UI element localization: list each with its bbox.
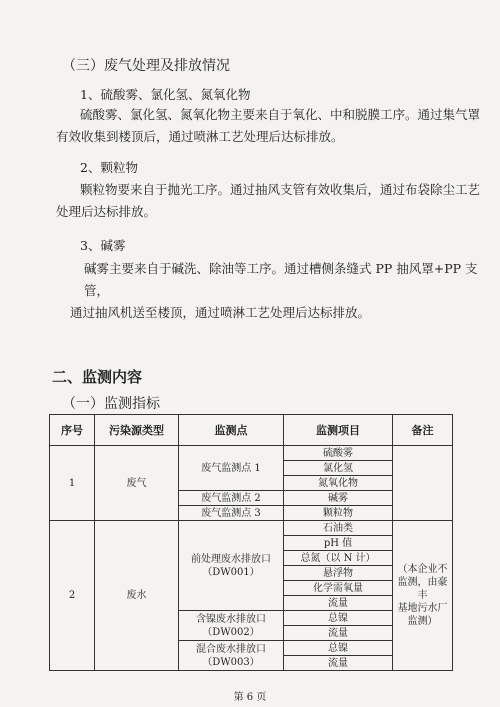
- paragraph-line: 颗粒物要来自于抛光工序。通过抽风支管有效收集后，通过布袋除尘工艺: [80, 182, 481, 197]
- item-heading-1: 1、硫酸雾、氯化氢、氮氧化物: [80, 87, 251, 102]
- table-row: [50, 521, 453, 536]
- monitor-item-cell: 硫酸雾: [284, 446, 393, 461]
- monitor-item-cell: 总氮（以 N 计）: [284, 551, 393, 566]
- monitor-point-cell: 废气监测点 1: [179, 446, 284, 491]
- remark-cell: [393, 446, 453, 521]
- monitor-point-cell: [179, 521, 284, 611]
- section-title-waste-gas: （三）废气处理及排放情况: [62, 58, 230, 74]
- header-cell: 污染源类型: [95, 415, 179, 446]
- monitor-item-cell: 石油类: [284, 521, 393, 536]
- monitor-item-cell: 颗粒物: [284, 506, 393, 521]
- monitor-item-cell: 总镍: [284, 611, 393, 626]
- paragraph-line: 碱雾主要来自于碱洗、除油等工序。通过槽侧条缝式 PP 抽风罩+PP 支管，: [84, 261, 478, 298]
- section-title-monitoring: 二、监测内容: [52, 368, 143, 386]
- monitor-item-cell: 氮氧化物: [284, 476, 393, 491]
- header-cell: 监测项目: [284, 415, 393, 446]
- monitor-point-cell: [179, 611, 284, 641]
- monitor-point-name: 前处理废水排放口: [191, 553, 271, 565]
- item-paragraph-3: [70, 258, 500, 324]
- monitor-point-cell: [179, 641, 284, 671]
- monitor-item-cell: 流量: [284, 626, 393, 641]
- seq-cell: 1: [50, 446, 95, 521]
- monitor-point-code: （DW003）: [202, 656, 260, 668]
- remark-line: 监测，由豪丰: [397, 577, 448, 601]
- paragraph-line: 通过抽风机送至楼顶，通过喷淋工艺处理后达标排放。: [70, 305, 371, 320]
- remark-line: 监测）: [407, 616, 438, 627]
- monitor-point-name: 含镍废水排放口: [196, 613, 266, 625]
- paragraph-line: 处理后达标排放。: [56, 204, 157, 219]
- header-cell: 监测点: [179, 415, 284, 446]
- source-type-cell: 废气: [95, 446, 179, 521]
- monitor-item-cell: 化学需氧量: [284, 581, 393, 596]
- remark-cell: [393, 521, 453, 671]
- remark-line: （本企业不: [397, 564, 448, 575]
- monitor-item-cell: 碱雾: [284, 491, 393, 506]
- monitor-item-cell: 氯化氢: [284, 461, 393, 476]
- item-paragraph-2: [56, 179, 481, 223]
- item-heading-3: 3、碱雾: [80, 238, 126, 253]
- seq-cell: 2: [50, 521, 95, 671]
- monitor-point-code: （DW002）: [202, 626, 260, 638]
- remark-line: 基地污水厂: [397, 603, 448, 614]
- monitor-item-cell: 流量: [284, 596, 393, 611]
- monitoring-table: [49, 414, 453, 671]
- monitor-point-cell: 废气监测点 3: [179, 506, 284, 521]
- subsection-title-indicators: （一）监测指标: [62, 396, 160, 412]
- monitor-item-cell: 总镍: [284, 641, 393, 656]
- table-row: [50, 446, 453, 461]
- header-cell: 序号: [50, 415, 95, 446]
- monitor-point-code: （DW001）: [202, 566, 260, 578]
- page-number: 第 6 页: [233, 692, 267, 703]
- monitor-point-cell: 废气监测点 2: [179, 491, 284, 506]
- paragraph-line: 有效收集到楼顶后，通过喷淋工艺处理后达标排放。: [56, 129, 344, 144]
- monitor-item-cell: 悬浮物: [284, 566, 393, 581]
- paragraph-line: 硫酸雾、氯化氢、氮氧化物主要来自于氧化、中和脱膜工序。通过集气罩: [80, 107, 481, 122]
- monitor-item-cell: 流量: [284, 656, 393, 671]
- monitor-item-cell: pH 值: [284, 536, 393, 551]
- monitor-point-name: 混合废水排放口: [196, 643, 266, 655]
- item-paragraph-1: [56, 104, 481, 148]
- source-type-cell: 废水: [95, 521, 179, 671]
- item-heading-2: 2、颗粒物: [80, 160, 138, 175]
- header-cell: 备注: [393, 415, 453, 446]
- table-header-row: [50, 415, 453, 446]
